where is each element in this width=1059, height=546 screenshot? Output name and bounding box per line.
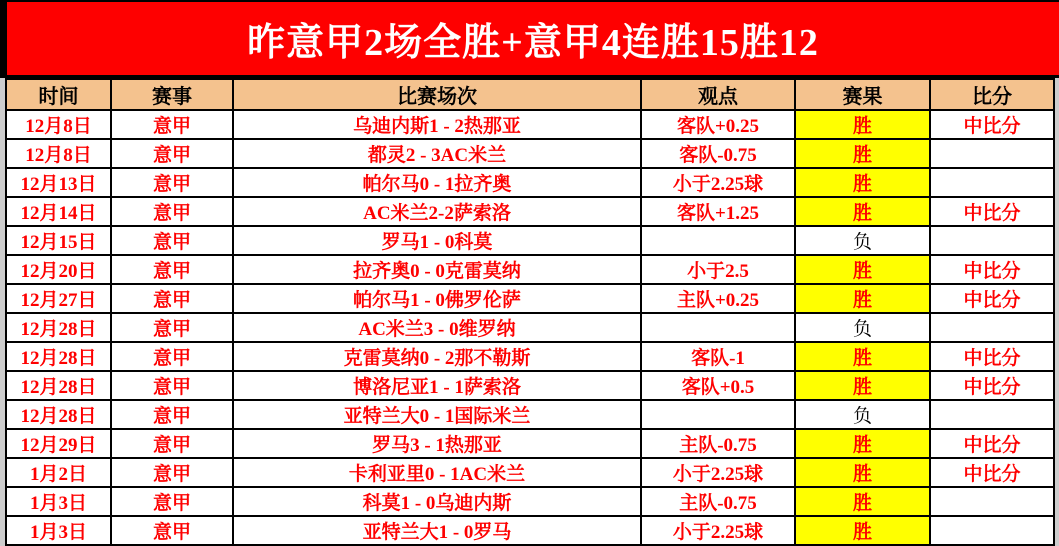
header-row	[6, 79, 1054, 110]
table-row	[6, 197, 1054, 226]
cell-match: AC米兰3 - 0维罗纳	[233, 313, 641, 342]
cell-match: 博洛尼亚1 - 1萨索洛	[233, 371, 641, 400]
cell-result: 胜	[795, 255, 930, 284]
cell-pick: 小于2.5	[641, 255, 795, 284]
cell-match: 亚特兰大0 - 1国际米兰	[233, 400, 641, 429]
cell-league: 意甲	[111, 110, 233, 139]
page-title: 昨意甲2场全胜+意甲4连胜15胜12	[247, 22, 819, 64]
cell-result: 负	[795, 400, 930, 429]
cell-date: 12月13日	[6, 168, 111, 197]
cell-result: 胜	[795, 429, 930, 458]
cell-score: 中比分	[930, 284, 1054, 313]
cell-score: 中比分	[930, 197, 1054, 226]
cell-pick: 小于2.25球	[641, 516, 795, 545]
cell-score	[930, 168, 1054, 197]
column-header-match: 比赛场次	[233, 79, 641, 110]
cell-match: 都灵2 - 3AC米兰	[233, 139, 641, 168]
cell-league: 意甲	[111, 255, 233, 284]
cell-date: 12月15日	[6, 226, 111, 255]
table-row	[6, 226, 1054, 255]
table-row	[6, 284, 1054, 313]
cell-league: 意甲	[111, 284, 233, 313]
cell-date: 12月28日	[6, 400, 111, 429]
column-header-time: 时间	[6, 79, 111, 110]
cell-score: 中比分	[930, 255, 1054, 284]
cell-date: 1月2日	[6, 458, 111, 487]
cell-score: 中比分	[930, 110, 1054, 139]
cell-date: 12月14日	[6, 197, 111, 226]
cell-result: 胜	[795, 168, 930, 197]
cell-league: 意甲	[111, 139, 233, 168]
cell-date: 1月3日	[6, 516, 111, 545]
cell-score: 中比分	[930, 371, 1054, 400]
cell-pick: 客队+0.25	[641, 110, 795, 139]
cell-league: 意甲	[111, 168, 233, 197]
cell-match: 帕尔马0 - 1拉齐奥	[233, 168, 641, 197]
column-header-score: 比分	[930, 79, 1054, 110]
cell-result: 胜	[795, 371, 930, 400]
table-row	[6, 516, 1054, 545]
cell-pick: 客队+0.5	[641, 371, 795, 400]
title-banner	[0, 0, 1059, 78]
table-row	[6, 371, 1054, 400]
table-row	[6, 458, 1054, 487]
cell-result: 胜	[795, 139, 930, 168]
cell-score	[930, 139, 1054, 168]
table-row	[6, 342, 1054, 371]
cell-date: 12月20日	[6, 255, 111, 284]
cell-result: 负	[795, 226, 930, 255]
cell-league: 意甲	[111, 197, 233, 226]
cell-result: 胜	[795, 342, 930, 371]
cell-league: 意甲	[111, 342, 233, 371]
cell-match: 克雷莫纳0 - 2那不勒斯	[233, 342, 641, 371]
cell-league: 意甲	[111, 429, 233, 458]
cell-score	[930, 487, 1054, 516]
cell-league: 意甲	[111, 516, 233, 545]
cell-match: AC米兰2-2萨索洛	[233, 197, 641, 226]
cell-date: 12月28日	[6, 313, 111, 342]
cell-league: 意甲	[111, 458, 233, 487]
cell-score	[930, 516, 1054, 545]
cell-match: 罗马3 - 1热那亚	[233, 429, 641, 458]
cell-pick: 主队-0.75	[641, 487, 795, 516]
results-table-header	[6, 79, 1054, 110]
cell-score: 中比分	[930, 458, 1054, 487]
cell-date: 12月28日	[6, 342, 111, 371]
cell-result: 胜	[795, 516, 930, 545]
results-table-body	[6, 110, 1054, 545]
cell-league: 意甲	[111, 313, 233, 342]
cell-league: 意甲	[111, 400, 233, 429]
cell-match: 卡利亚里0 - 1AC米兰	[233, 458, 641, 487]
cell-pick: 客队-1	[641, 342, 795, 371]
cell-league: 意甲	[111, 487, 233, 516]
cell-match: 亚特兰大1 - 0罗马	[233, 516, 641, 545]
cell-pick: 主队-0.75	[641, 429, 795, 458]
cell-pick: 小于2.25球	[641, 458, 795, 487]
cell-score	[930, 226, 1054, 255]
cell-result: 胜	[795, 110, 930, 139]
cell-match: 罗马1 - 0科莫	[233, 226, 641, 255]
cell-match: 帕尔马1 - 0佛罗伦萨	[233, 284, 641, 313]
table-row	[6, 487, 1054, 516]
cell-match: 拉齐奥0 - 0克雷莫纳	[233, 255, 641, 284]
cell-result: 胜	[795, 284, 930, 313]
table-row	[6, 168, 1054, 197]
cell-result: 负	[795, 313, 930, 342]
cell-pick	[641, 400, 795, 429]
cell-score	[930, 313, 1054, 342]
table-row	[6, 139, 1054, 168]
table-row	[6, 110, 1054, 139]
cell-league: 意甲	[111, 371, 233, 400]
cell-match: 乌迪内斯1 - 2热那亚	[233, 110, 641, 139]
table-row	[6, 313, 1054, 342]
cell-score: 中比分	[930, 429, 1054, 458]
cell-date: 1月3日	[6, 487, 111, 516]
cell-pick	[641, 313, 795, 342]
cell-pick: 客队+1.25	[641, 197, 795, 226]
table-row	[6, 400, 1054, 429]
cell-score: 中比分	[930, 342, 1054, 371]
cell-pick	[641, 226, 795, 255]
cell-pick: 主队+0.25	[641, 284, 795, 313]
cell-date: 12月8日	[6, 110, 111, 139]
table-row	[6, 429, 1054, 458]
cell-league: 意甲	[111, 226, 233, 255]
cell-date: 12月28日	[6, 371, 111, 400]
cell-result: 胜	[795, 458, 930, 487]
cell-pick: 客队-0.75	[641, 139, 795, 168]
results-table	[5, 78, 1055, 546]
cell-score	[930, 400, 1054, 429]
cell-date: 12月27日	[6, 284, 111, 313]
cell-result: 胜	[795, 197, 930, 226]
cell-date: 12月29日	[6, 429, 111, 458]
cell-match: 科莫1 - 0乌迪内斯	[233, 487, 641, 516]
cell-result: 胜	[795, 487, 930, 516]
column-header-league: 赛事	[111, 79, 233, 110]
column-header-result: 赛果	[795, 79, 930, 110]
cell-date: 12月8日	[6, 139, 111, 168]
column-header-pick: 观点	[641, 79, 795, 110]
table-row	[6, 255, 1054, 284]
cell-pick: 小于2.25球	[641, 168, 795, 197]
